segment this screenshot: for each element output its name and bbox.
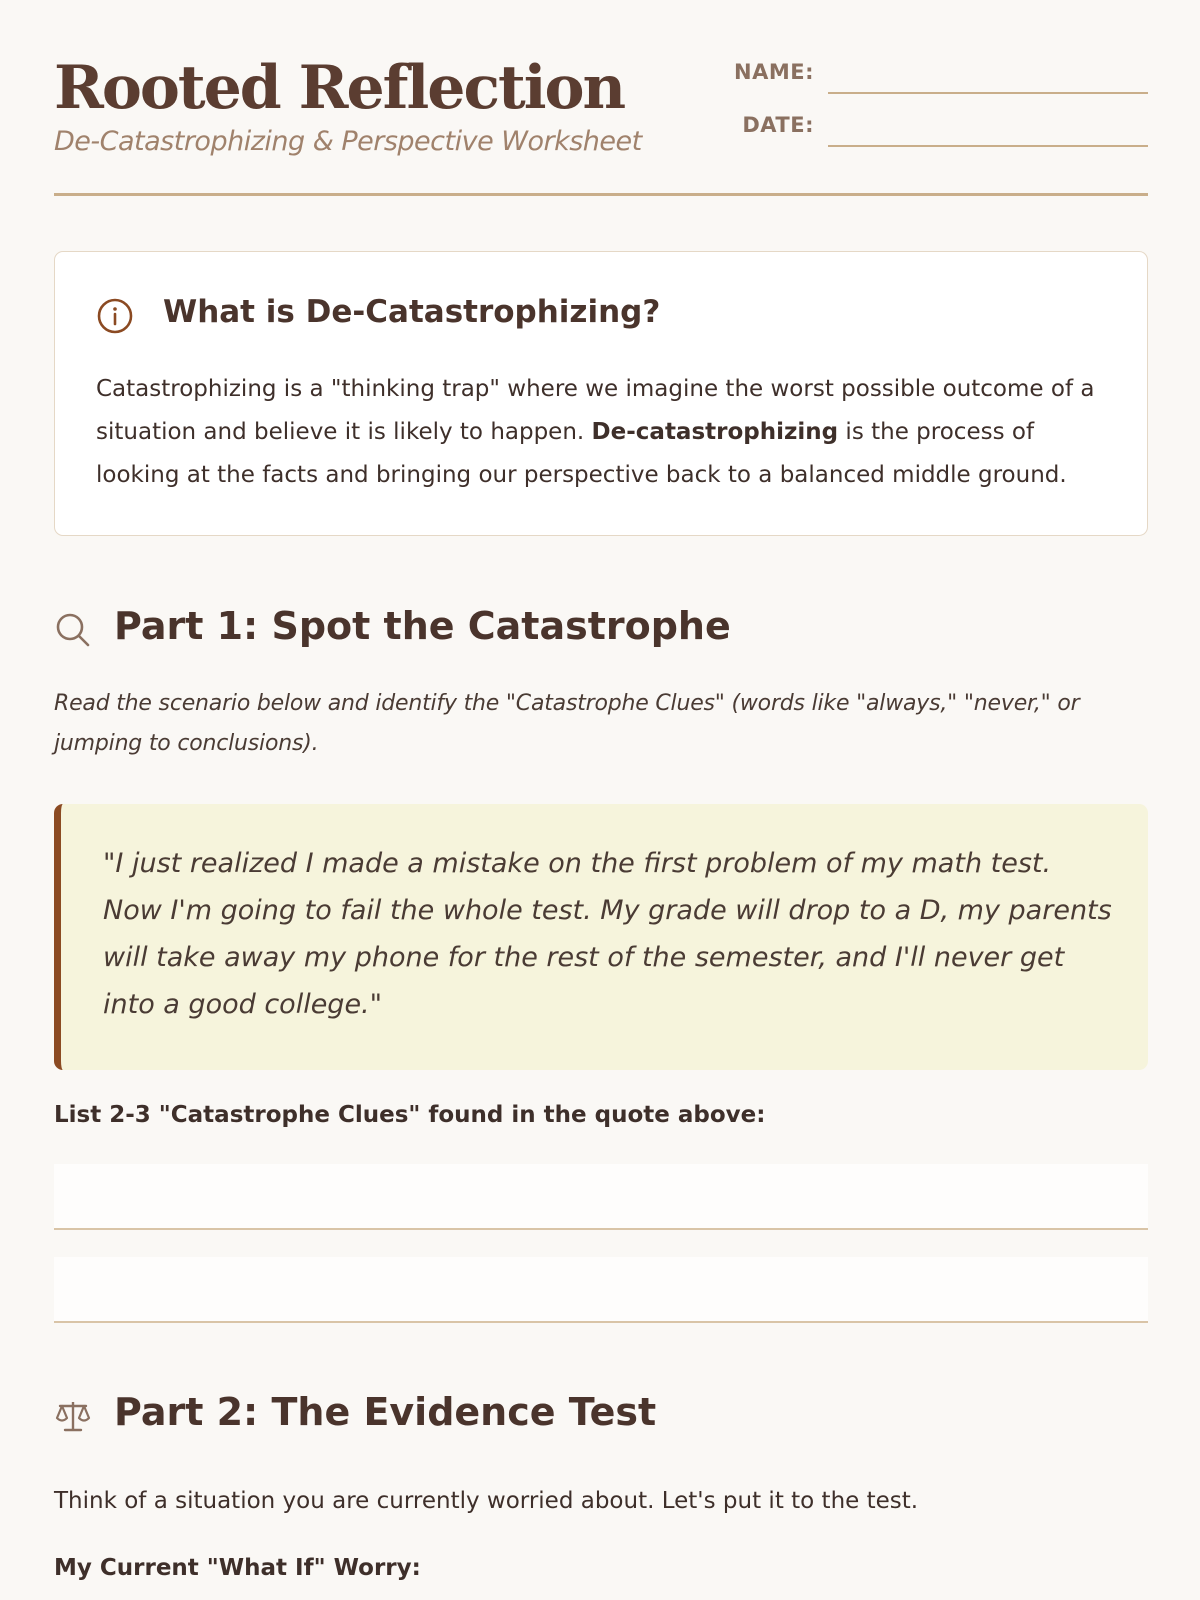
info-body-start: Catastrophizing is a "thinking trap" where we imagine the worst possible outcome of a situation and believe it is likely to happen. (96, 376, 1095, 445)
part1-instruction: Read the scenario below and identify the "Catastrophe Clues" (words like "always," "never," or jumping to conclusions). (54, 691, 1080, 756)
date-input-line[interactable] (828, 145, 1148, 147)
worry-prompt: My Current "What If" Worry: (54, 1555, 421, 1581)
worksheet-title: Rooted Reflection (54, 53, 625, 123)
search-icon (54, 611, 92, 649)
date-field-row (714, 107, 1148, 147)
info-circle-icon (97, 298, 133, 334)
scale-icon (54, 1397, 92, 1435)
worksheet-header (54, 0, 1148, 196)
name-label: NAME: (734, 60, 814, 84)
scenario-quote-box (54, 804, 1148, 1070)
name-input-line[interactable] (828, 92, 1148, 94)
info-body-end: is the process of looking at the facts and bringing our perspective back to a balanced middle ground. (96, 419, 1067, 488)
part2-instruction: Think of a situation you are currently worried about. Let's put it to the test. (54, 1488, 919, 1514)
info-title: What is De-Catastrophizing? (163, 294, 661, 330)
info-card (54, 251, 1148, 536)
clue-answer-line-1[interactable] (54, 1164, 1148, 1230)
part2-heading: Part 2: The Evidence Test (114, 1390, 657, 1434)
date-label: DATE: (742, 113, 814, 137)
clue-answer-line-2[interactable] (54, 1257, 1148, 1323)
clues-prompt: List 2-3 "Catastrophe Clues" found in the quote above: (54, 1102, 766, 1128)
part2-heading-row (54, 1390, 1148, 1440)
info-body-bold: De-catastrophizing (591, 419, 839, 445)
info-body (96, 368, 1116, 497)
name-field-row (714, 54, 1148, 94)
part1-heading-row (54, 604, 1148, 654)
part1-heading: Part 1: Spot the Catastrophe (114, 604, 731, 648)
worksheet-page (54, 0, 1148, 1600)
worksheet-subtitle: De-Catastrophizing & Perspective Worksheet (54, 126, 642, 157)
scenario-quote: "I just realized I made a mistake on the first problem of my math test. Now I'm going to fail the whole test. My grade will drop to a D, my parents will take away my phone for the rest of the semester, and I'll never get into a good college." (103, 848, 1112, 1020)
